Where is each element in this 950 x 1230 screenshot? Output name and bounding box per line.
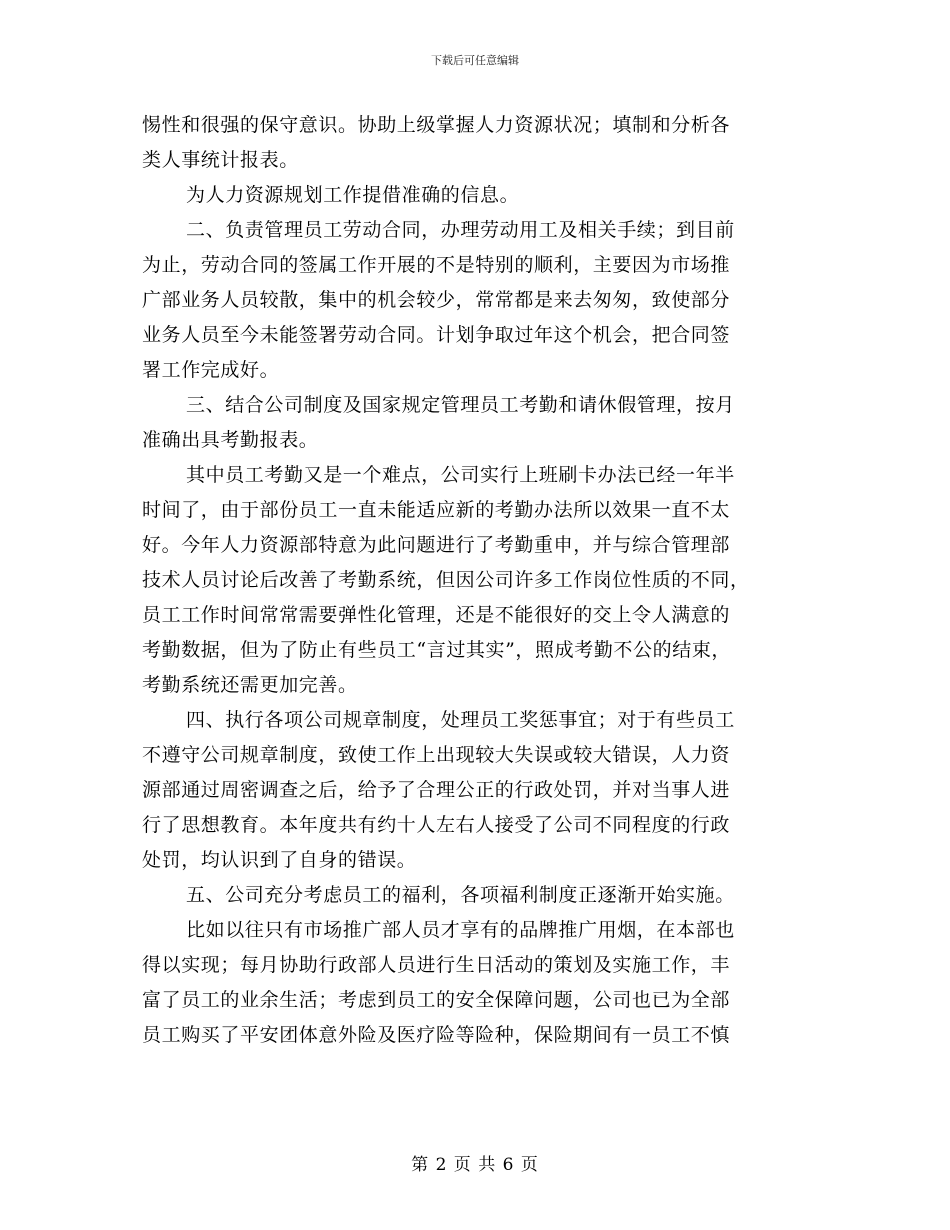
text-line: 准确出具考勤报表。: [142, 429, 319, 451]
text-line: 技术人员讨论后改善了考勤系统，但因公司许多工作岗位性质的不同，: [142, 569, 750, 591]
paragraph-start-line: 三、结合公司制度及国家规定管理员工考勤和请休假管理，按月: [186, 394, 735, 416]
paragraph-start-line: 比如以往只有市场推广部人员才享有的品牌推广用烟，在本部也: [186, 919, 735, 941]
text-line: 时间了，由于部份员工一直未能适应新的考勤办法所以效果一直不太: [142, 499, 731, 521]
text-line: 得以实现；每月协助行政部人员进行生日活动的策划及实施工作，丰: [142, 954, 731, 976]
text-line: 为止，劳动合同的签属工作开展的不是特别的顺利，主要因为市场推: [142, 254, 731, 276]
text-line: 不遵守公司规章制度，致使工作上出现较大失误或较大错误，人力资: [142, 744, 731, 766]
text-line: 处罚，均认识到了自身的错误。: [142, 849, 417, 871]
paragraph-start-line: 五、公司充分考虑员工的福利，各项福利制度正逐渐开始实施。: [186, 884, 735, 906]
text-line: 考勤数据，但为了防止有些员工“言过其实”，照成考勤不公的结束，: [142, 639, 732, 661]
text-line: 考勤系统还需更加完善。: [142, 674, 358, 696]
text-line: 员工购买了平安团体意外险及医疗险等险种，保险期间有一员工不慎: [142, 1024, 731, 1046]
paragraph-start-line: 为人力资源规划工作提借准确的信息。: [186, 184, 520, 206]
text-line: 类人事统计报表。: [142, 149, 299, 171]
text-line: 业务人员至今未能签署劳动合同。计划争取过年这个机会，把合同签: [142, 324, 731, 346]
paragraph-start-line: 四、执行各项公司规章制度，处理员工奖惩事宜；对于有些员工: [186, 709, 735, 731]
text-line: 好。今年人力资源部特意为此问题进行了考勤重申，并与综合管理部: [142, 534, 731, 556]
text-line: 行了思想教育。本年度共有约十人左右人接受了公司不同程度的行政: [142, 814, 731, 836]
text-line: 富了员工的业余生活；考虑到员工的安全保障问题，公司也已为全部: [142, 989, 731, 1011]
paragraph-start-line: 二、负责管理员工劳动合同，办理劳动用工及相关手续；到目前: [186, 219, 735, 241]
page-header: 下载后可任意编辑: [431, 54, 519, 67]
document-body: [142, 108, 802, 1053]
text-line: 惕性和很强的保守意识。协助上级掌握人力资源状况；填制和分析各: [142, 114, 731, 136]
text-line: 员工工作时间常常需要弹性化管理，还是不能很好的交上令人满意的: [142, 604, 731, 626]
text-line: 广部业务人员较散，集中的机会较少，常常都是来去匆匆，致使部分: [142, 289, 731, 311]
page-footer: 第 2 页 共 6 页: [411, 1155, 539, 1175]
text-line: 源部通过周密调查之后，给予了合理公正的行政处罚，并对当事人进: [142, 779, 731, 801]
text-line: 署工作完成好。: [142, 359, 280, 381]
paragraph-start-line: 其中员工考勤又是一个难点，公司实行上班刷卡办法已经一年半: [186, 464, 735, 486]
